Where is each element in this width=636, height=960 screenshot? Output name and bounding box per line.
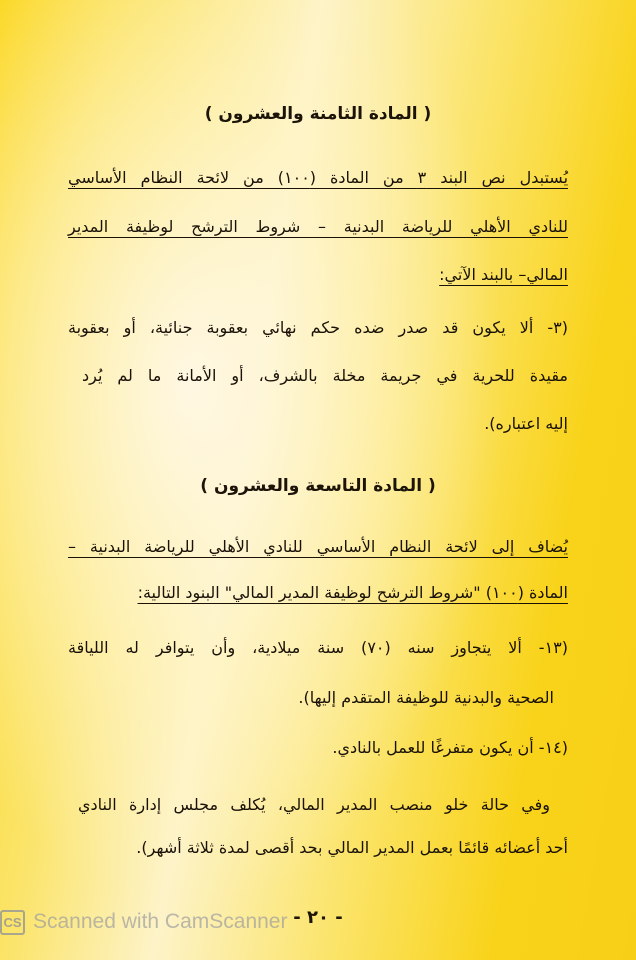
article-28-line-3: المالي– بالبند الآتي: <box>439 265 568 284</box>
article-29-heading: ( المادة التاسعة والعشرون ) <box>200 476 436 496</box>
article-28-line-4: (٣- ألا يكون قد صدر ضده حكم نهائي بعقوبة جنائية، أو بعقوبة <box>68 318 568 337</box>
article-29-line-3: (١٣- ألا يتجاوز سنه (٧٠) سنة ميلادية، وأن يتوافر له اللياقة <box>68 638 568 657</box>
article-28-heading: ( المادة الثامنة والعشرون ) <box>204 104 432 124</box>
article-29-line-2: المادة (١٠٠) "شروط الترشح لوظيفة المدير المالي" البنود التالية: <box>137 583 568 602</box>
camscanner-logo-icon: CS <box>0 910 25 935</box>
article-28-line-5: مقيدة للحرية في جريمة مخلة بالشرف، أو الأمانة ما لم يُرد <box>82 366 568 385</box>
article-28-line-2: للنادي الأهلي للرياضة البدنية – شروط الترشح لوظيفة المدير <box>68 217 568 236</box>
page-number: - ٢٠ - <box>293 907 343 928</box>
watermark-text: Scanned with CamScanner <box>33 910 288 933</box>
article-29-line-1: يُضاف إلى لائحة النظام الأساسي للنادي الأهلي للرياضة البدنية – <box>68 537 568 556</box>
article-28-line-1: يُستبدل نص البند ٣ من المادة (١٠٠) من لائحة النظام الأساسي <box>68 168 569 187</box>
article-29-line-5: (١٤- أن يكون متفرغًا للعمل بالنادي. <box>332 738 568 757</box>
article-29-line-7: أحد أعضائه قائمًا بعمل المدير المالي بحد أقصى لمدة ثلاثة أشهر). <box>136 838 568 857</box>
article-28-line-6: إليه اعتباره). <box>484 414 568 433</box>
article-29-line-6: وفي حالة خلو منصب المدير المالي، يُكلف مجلس إدارة النادي <box>78 795 550 814</box>
camscanner-watermark <box>0 902 400 942</box>
article-29-line-4: الصحية والبدنية للوظيفة المتقدم إليها). <box>298 688 554 707</box>
